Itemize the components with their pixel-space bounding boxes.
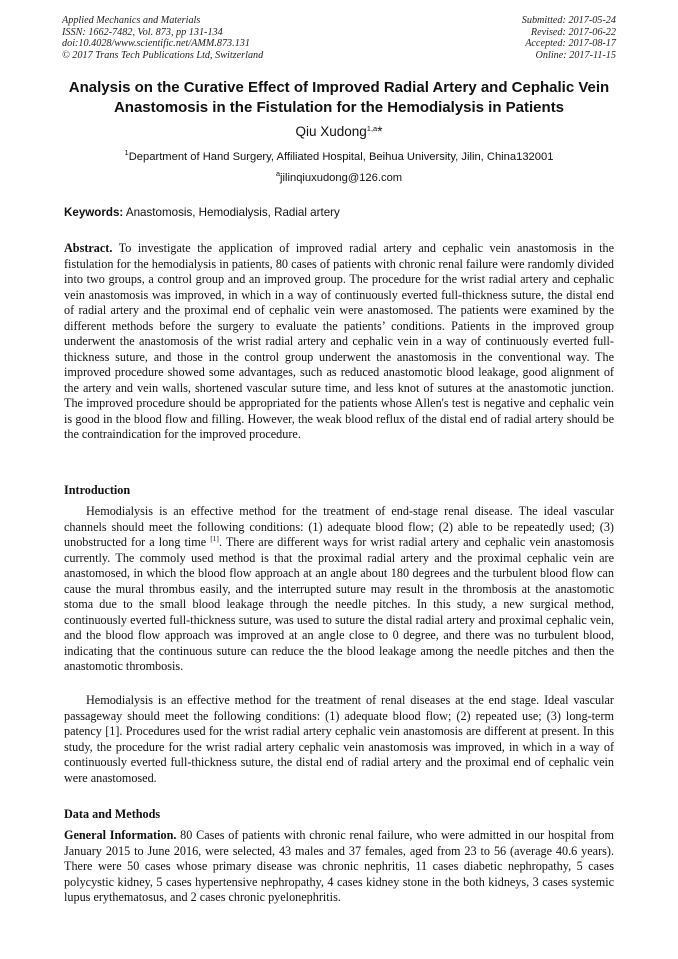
doi-line: doi:10.4028/www.scientific.net/AMM.873.131	[62, 38, 250, 50]
journal-header-right	[522, 15, 616, 61]
general-info-label: General Information.	[64, 828, 177, 842]
introduction-paragraph-2: Hemodialysis is an effective method for the treatment of renal diseases at the end stage. Ideal vascular passageway should meet the following conditions: (1) adequate blood flow; (2) repeated use; (3) long-term patency [1]. Procedures used for the wrist radial artery cephalic vein anastomosis are different at present. In this study, the procedure for the wrist radial artery cephalic vein anastomosis was improved, in which in a way of continuously everted full-thickness suture, the distal end of radial artery and the proximal end of cephalic vein were anastomosed.	[64, 693, 614, 785]
journal-header-left	[62, 15, 263, 61]
online-date: Online: 2017-11-15	[535, 49, 616, 61]
email-mark: a	[275, 169, 281, 178]
general-info-text: 80 Cases of patients with chronic renal failure, who were admitted in our hospital from January 2015 to June 2016, were selected, 43 males and 37 females, aged from 23 to 56 (average 40.6 years). There were 50 cases whose primary disease was chronic nephritis, 11 cases diabetic nephropathy, 5 cases polycystic kidney, 5 cases hypertensive nephropathy, 4 cases kidney stone in the both kidneys, 3 cases systemic lupus erythematosus, and 2 cases chronic pyelonephritis.	[64, 828, 614, 904]
author-marks: 1,a	[366, 124, 378, 133]
abstract-label: Abstract.	[64, 241, 113, 255]
email-line	[0, 171, 678, 185]
methods-heading: Data and Methods	[64, 807, 161, 821]
journal-name: Applied Mechanics and Materials	[62, 15, 201, 26]
paper-title: Analysis on the Curative Effect of Improved Radial Artery and Cephalic Vein Anastomosis in the Fistulation for the Hemodialysis in Patients	[68, 79, 610, 116]
abstract-text: To investigate the application of improved radial artery and cephalic vein anastomosis in the fistulation for the hemodialysis in patients, 80 cases of patients with chronic renal failure were randomly divided into two groups, a control group and an improved group. The procedure for the wrist radial artery and cephalic vein anastomosis was improved, in which in a way of continuously everted full-thickness suture, the distal end of radial artery and the proximal end of cephalic vein were anastomosed. The patients were examined by the different methods before the surgery to evaluate the patients’ conditions. Patients in the improved group underwent the anastomosis of the wrist radial artery and cephalic vein in a way of continuously everted full-thickness suture, and those in the control group underwent the anastomosis in the conventional way. The improved procedure showed some advantages, such as reduced anastomotic blood leakage, good alignment of the artery and vein walls, shortened vascular suture time, and less knot of sutures at the anastomotic junction. The improved procedure should be appropriated for the patients whose Allen's test is negative and cephalic vein is good in the blood flow and filling. However, the weak blood reflux of the distal end of radial artery should be the contraindication for the improved procedure.	[64, 241, 615, 441]
intro-p1-part-b: . There are different ways for wrist radial artery and cephalic vein anastomosis currently. The commoly used method is that the proximal radial artery and the proximal cephalic vein are anastomosed, in which the blood flow approach at an angle about 180 degrees and the turbulent blood flow can cause the mural thrombus easily, and the interrupted suture may result in the thrombosis at the anastomotic stoma due to the small blood leakage through the needle pitches. In this study, a new surgical method, continuously everted full-thickness suture, was used to suture the distal radial artery and proximal cephalic vein, and the blood flow approach was improved at an angle close to 0 degree, and there was no turbulent blood, indicating that the continuous suture can reduce the the blood leakage among the needle pitches and then the anastomotic thrombosis.	[64, 535, 615, 673]
introduction-heading: Introduction	[64, 483, 131, 497]
email-address[interactable]: jilinqiuxudong@126.com	[280, 172, 403, 184]
affiliation-text: Department of Hand Surgery, Affiliated Hospital, Beihua University, Jilin, China132001	[128, 151, 554, 163]
affiliation-mark: 1	[124, 148, 129, 157]
keywords-label: Keywords:	[64, 206, 124, 219]
keywords	[64, 206, 340, 220]
issn-line: ISSN: 1662-7482, Vol. 873, pp 131-134	[62, 26, 223, 38]
submitted-date: Submitted: 2017-05-24	[521, 15, 616, 26]
revised-date: Revised: 2017-06-22	[530, 26, 616, 38]
affiliation	[0, 150, 678, 164]
author-line	[0, 124, 678, 140]
copyright-line: © 2017 Trans Tech Publications Ltd, Switzerland	[62, 49, 264, 61]
general-information-paragraph	[64, 828, 614, 906]
intro-p1-part-a: Hemodialysis is an effective method for the treatment of end-stage renal disease. The ideal vascular channels should meet the following conditions: (1) adequate blood flow; (2) able to be repeatedly used; (3) unobstructed for a long time	[64, 504, 614, 549]
author-name: Qiu Xudong	[295, 124, 367, 139]
accepted-date: Accepted: 2017-08-17	[525, 38, 616, 50]
keywords-text: Anastomosis, Hemodialysis, Radial artery	[125, 206, 340, 219]
citation-ref: [1]	[210, 534, 219, 543]
introduction-paragraph-1	[64, 504, 614, 675]
abstract	[64, 241, 614, 443]
corresponding-star: *	[377, 124, 383, 139]
